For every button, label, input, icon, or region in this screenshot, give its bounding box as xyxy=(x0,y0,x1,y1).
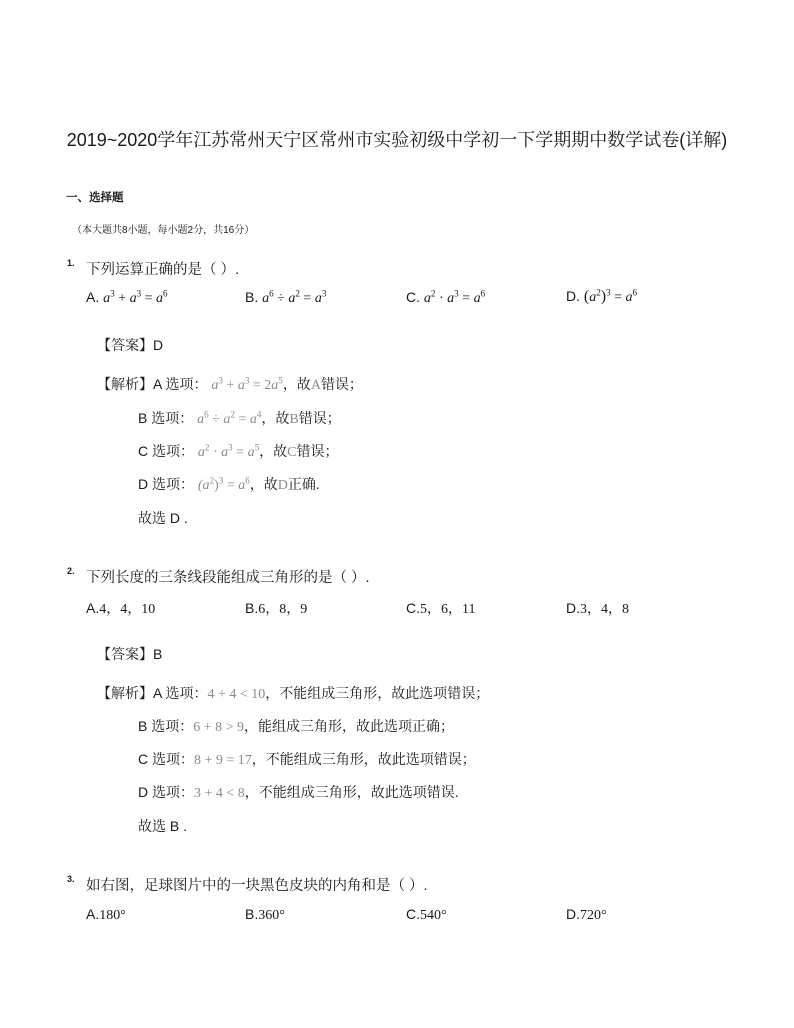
answer: 【答案】D xyxy=(97,337,164,353)
option-a: A.4，4，10 xyxy=(86,600,156,617)
conclusion: 故选 D . xyxy=(138,510,188,526)
analysis-line-a: 【解析】A 选项：4 + 4 < 10，不能组成三角形，故此选项错误； xyxy=(97,685,490,702)
analysis-line-d: D 选项：3 + 4 < 8，不能组成三角形，故此选项错误. xyxy=(138,784,459,801)
option-c: C.5，6，11 xyxy=(406,600,476,617)
option-a: A. $a^3 + a^3 = a^6$ xyxy=(86,288,168,306)
document-title: 2019~2020学年江苏常州天宁区常州市实验初级中学初一下学期期中数学试卷(详解) xyxy=(66,130,728,150)
option-b: B.6，8，9 xyxy=(245,600,308,617)
conclusion: 故选 B . xyxy=(138,818,188,834)
section-heading: 一、选择题 xyxy=(66,192,124,204)
option-c: C. $a^2 \cdot a^3 = a^6$ xyxy=(406,288,486,306)
option-d: D.3，4，8 xyxy=(566,600,629,617)
question-number: 1. xyxy=(67,258,75,268)
answer: 【答案】B xyxy=(97,646,163,662)
analysis-line-d: D 选项： $(a^2)^3 = a^6$，故D正确. xyxy=(138,475,320,493)
question-text: 下列运算正确的是（ ）. xyxy=(86,262,240,278)
option-d: D.720° xyxy=(566,906,607,923)
option-a: A.180° xyxy=(86,906,126,923)
analysis-line-c: C 选项： $a^2 \cdot a^3 = a^5$，故C错误； xyxy=(138,442,339,460)
question-number: 3. xyxy=(67,874,75,884)
question-text: 如右图，足球图片中的一块黑色皮块的内角和是（ ）. xyxy=(86,878,428,894)
analysis-line-b: B 选项：6 + 8 > 9，能组成三角形，故此选项正确； xyxy=(138,718,455,735)
question-text: 下列长度的三条线段能组成三角形的是（ ）. xyxy=(86,570,370,586)
question-number: 2. xyxy=(67,566,75,576)
option-d: D. $(a^2)^3 = a^6$ xyxy=(566,287,638,305)
option-b: B. $a^6 \div a^2 = a^3$ xyxy=(245,288,327,306)
section-note: （本大题共8小题，每小题2分，共16分） xyxy=(72,225,255,236)
analysis-line-c: C 选项：8 + 9 = 17，不能组成三角形，故此选项错误； xyxy=(138,751,476,768)
option-b: B.360° xyxy=(245,906,285,923)
analysis-line-b: B 选项： $a^6 \div a^2 = a^4$，故B错误； xyxy=(138,409,341,427)
option-c: C.540° xyxy=(406,906,447,923)
analysis-line-a: 【解析】A 选项： $a^3 + a^3 = 2a^5$，故A错误； xyxy=(97,375,363,393)
